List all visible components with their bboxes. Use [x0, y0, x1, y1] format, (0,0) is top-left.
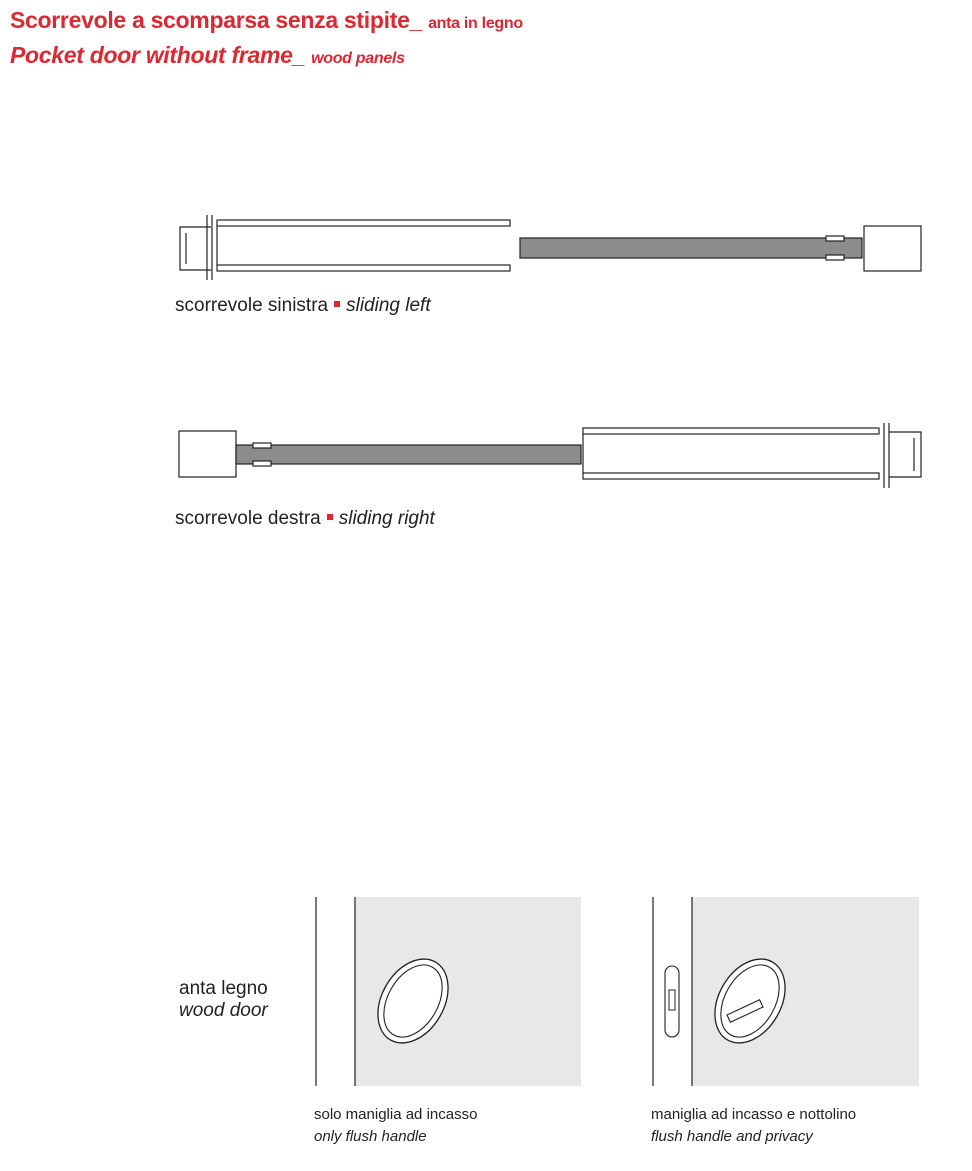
- caption-option-b-it: maniglia ad incasso e nottolino: [651, 1106, 857, 1123]
- caption-sliding-left-it: scorrevole sinistra: [175, 295, 329, 316]
- door-type-label-it: anta legno: [179, 978, 268, 999]
- title-english-main: Pocket door without frame_: [10, 42, 306, 68]
- title-italian-main: Scorrevole a scomparsa senza stipite_: [10, 7, 423, 33]
- caption-option-a-it: solo maniglia ad incasso: [314, 1106, 478, 1123]
- caption-sliding-left-en: sliding left: [346, 295, 431, 316]
- title-italian-sub: anta in legno: [428, 15, 523, 32]
- door-type-label-en: wood door: [179, 1000, 268, 1021]
- caption-option-a-en: only flush handle: [314, 1128, 427, 1145]
- caption-sliding-right-en: sliding right: [338, 508, 435, 529]
- title-english-sub: wood panels: [311, 50, 405, 67]
- caption-sliding-right-it: scorrevole destra: [175, 508, 321, 529]
- caption-option-b-en: flush handle and privacy: [651, 1128, 813, 1145]
- privacy-lock-plate-icon: [665, 966, 679, 1037]
- caption-option-b: [651, 1104, 856, 1148]
